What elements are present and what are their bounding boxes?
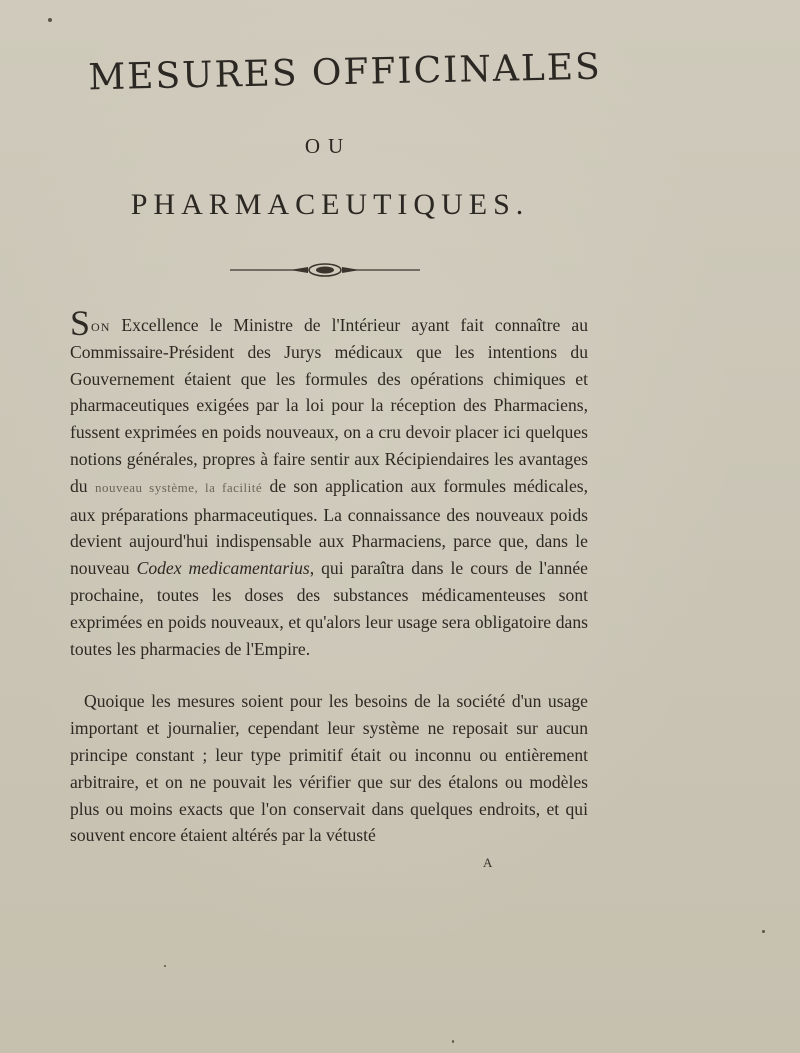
paragraph-2: Quoique les mesures soient pour les besoins de la société d'un usage important et journalier, cependant leur système ne reposait sur aucun principe constant ; leur type primitif était ou inconnu ou entièrement arbitraire, et on ne pouvait les vérifier que sur des étalons ou modèles plus ou moins exacts que l'on conservait dans quelques endroits, et qui souvent encore étaient altérés par la vétusté [70,691,588,846]
paragraph-1-text-2: de son application aux formules médicales, aux préparations pharmaceutiques. La connaissance des nouveaux poids devient aujourd'hui indispensable aux Pharmaciens, parce que, dans le nouveau [70,475,588,579]
paragraph-1-lead: on [91,315,111,335]
paragraph-1 [70,303,588,662]
ornament-divider [230,262,420,278]
paragraph-1-text-3: , qui paraîtra dans le cours de l'année prochaine, toutes les doses des substances médicamenteuses sont exprimées en poids nouveaux, et qu'alors leur usage sera obligatoire dans toutes les pharmacies de l'Empire. [70,558,588,659]
signature-mark: A [483,855,493,870]
paper-speck [48,18,52,22]
paragraph-1-italic: Codex medicamentarius [136,558,310,579]
title-ou: OU [304,134,352,158]
paragraph-1-faint-text: nouveau système, la facilité [94,479,263,495]
body-text [70,303,588,849]
title-subtitle: PHARMACEUTIQUES. [130,188,530,221]
paper-speck [452,1040,454,1043]
drop-cap: S [70,303,91,343]
paper-speck [762,930,765,933]
title-main: MESURES OFFICINALES [87,46,603,99]
paper-speck [164,965,166,967]
paragraph-1-text: Excellence le Ministre de l'Intérieur ayant fait connaître au Commissaire-Président des Jurys médicaux que les intentions du Gouvernement étaient que les formules des opérations chimiques et pharmaceutiques exigées par la loi pour la réception des Pharmaciens, fussent exprimées en poids nouveaux, on a cru devoir placer ici quelques notions générales, propres à faire sentir aux Récipiendaires les avantages du [70,315,588,496]
